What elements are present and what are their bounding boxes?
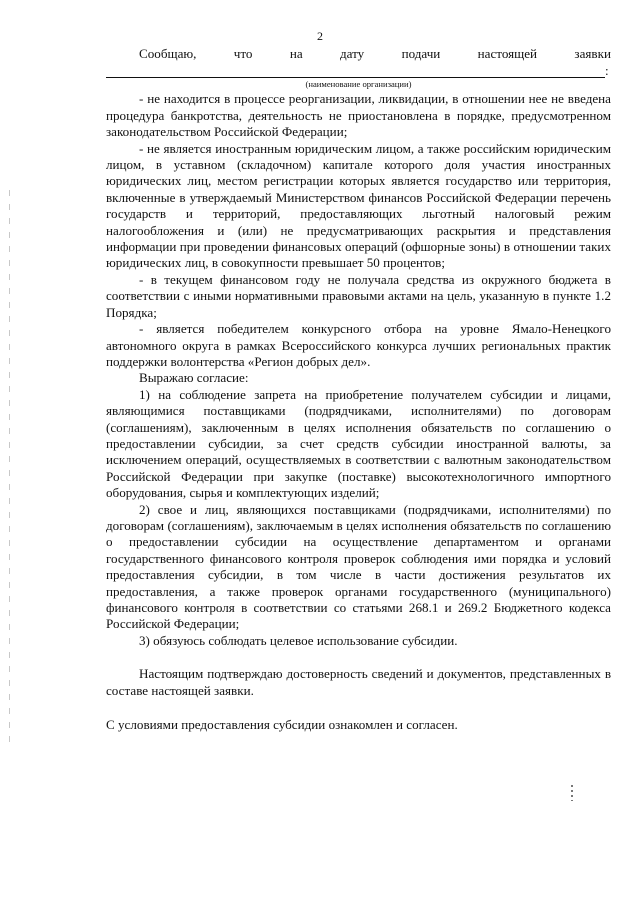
paragraph-budget-funds: - в текущем финансовом году не получала средства из окружного бюджета в соответствии с иными нормативными правовыми актами на цель, указанную в пункте 1.2 Порядка; bbox=[106, 271, 611, 320]
intro-word: подачи bbox=[401, 46, 441, 61]
intro-word: что bbox=[233, 46, 253, 61]
organization-name-line[interactable] bbox=[106, 66, 605, 78]
intro-word: дату bbox=[340, 46, 365, 61]
paragraph-consent-1: 1) на соблюдение запрета на приобретение получателем субсидии и лицами, являющимися поставщиками (подрядчиками, исполнителями) по договорам (соглашениям), заключенным в целях исполнения обязательств по соглашению о предоставлении субсидии, за счет средств субсидии иностранной валюты, за исключением операций, осуществляемых в соответствии с валютным законодательством Российской Федерации при закупке (поставке) высокотехнологичного импортного оборудования, сырья и комплектующих изделий; bbox=[106, 386, 611, 501]
organization-caption: (наименование организации) bbox=[305, 79, 412, 90]
page-number: 2 bbox=[317, 29, 323, 43]
organization-colon: : bbox=[605, 63, 609, 79]
paragraph-consent-3: 3) обязуюсь соблюдать целевое использование субсидии. bbox=[139, 632, 458, 648]
organization-name-field[interactable] bbox=[106, 62, 611, 78]
spacer bbox=[106, 649, 611, 666]
intro-word: настоящей bbox=[477, 46, 538, 61]
intro-word: Сообщаю, bbox=[139, 46, 197, 61]
scan-edge-mark bbox=[9, 190, 10, 750]
paragraph-competition-winner: - является победителем конкурсного отбора на уровне Ямало-Ненецкого автономного округа в рамках Всероссийского конкурса лучших региональных практик поддержки волонтерства «Регион добрых дел». bbox=[106, 321, 611, 369]
intro-line bbox=[106, 46, 611, 62]
paragraph-foreign-entity: - не является иностранным юридическим лицом, а также российским юридическим лицом, в уставном (складочном) капитале которого доля участия иностранных юридических лиц, местом регистрации которых является государство или территория, включенные в утверждаемый Министерством финансов Российской Федерации перечень государств и территорий, предоставляющих льготный налоговый режим налогообложения и (или) не предусматривающих раскрытия и представления информации при проведении финансовых операций (офшорные зоны) в отношении таких юридических лиц, в совокупности превышает 50 процентов; bbox=[106, 140, 611, 271]
paragraph-consent-heading: Выражаю согласие: bbox=[139, 370, 249, 386]
document-body bbox=[106, 46, 611, 733]
paragraph-conditions: С условиями предоставления субсидии ознакомлен и согласен. bbox=[106, 717, 458, 733]
spacer bbox=[106, 699, 611, 717]
intro-word: заявки bbox=[574, 46, 611, 61]
scan-artifact-dots bbox=[571, 785, 573, 801]
paragraph-confirmation: Настоящим подтверждаю достоверность сведений и документов, представленных в составе настоящей заявки. bbox=[106, 666, 611, 698]
paragraph-reorganization: - не находится в процессе реорганизации, ликвидации, в отношении нее не введена процедура банкротства, деятельность не приостановлена в порядке, предусмотренном законодательством Российской Федерации; bbox=[106, 91, 611, 140]
intro-word: на bbox=[289, 46, 303, 61]
paragraph-consent-2: 2) свое и лиц, являющихся поставщиками (подрядчиками, исполнителями) по договорам (соглашениям), заключаемым в целях исполнения обязательств по соглашению о предоставлении субсидии на осуществление департаментом и органами государственного финансового контроля проверок соблюдения ими порядка и условий предоставления субсидии, в том числе в части достижения результатов их предоставления, а также проверок органами государственного (муниципального) финансового контроля в соответствии со статьями 268.1 и 269.2 Бюджетного кодекса Российской Федерации; bbox=[106, 501, 611, 632]
